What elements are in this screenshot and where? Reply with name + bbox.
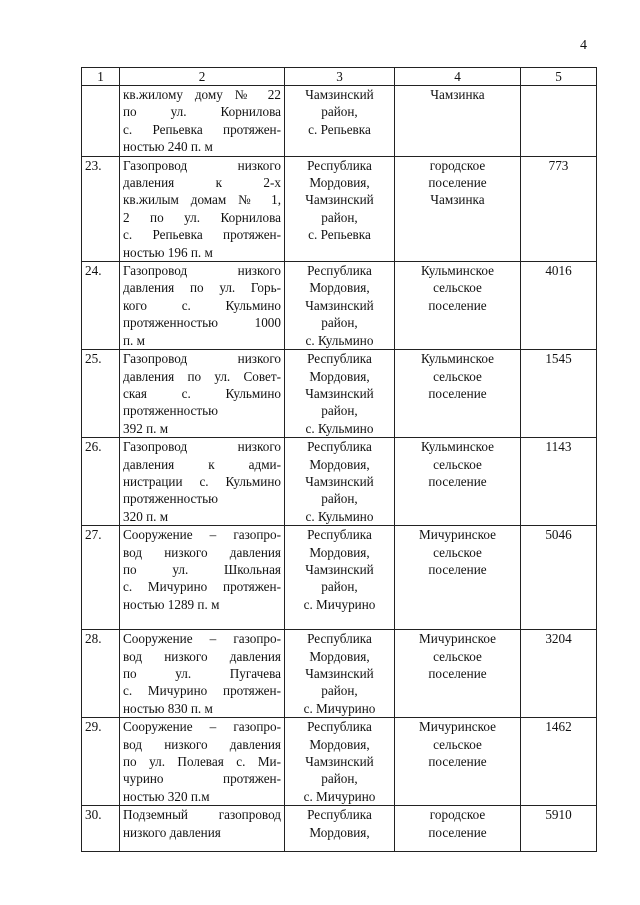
cell-line: район, — [321, 683, 358, 699]
cell-line: давления к адми- — [123, 456, 281, 472]
cell-line: протяженностью — [123, 403, 219, 419]
cell-line: Мичуринское — [419, 527, 496, 543]
row-number: 26. — [82, 438, 120, 526]
cell-line: сельское — [433, 648, 482, 664]
cell-line: с. Репьевка протяжен- — [123, 227, 281, 243]
header-row — [82, 68, 597, 86]
cell-line: Чамзинский — [305, 473, 374, 489]
object-description — [120, 156, 285, 261]
cell-line: Мичуринское — [419, 631, 496, 647]
cell-line: ностью 1289 п. м — [123, 596, 220, 612]
cell-line: по ул. Пугачева — [123, 665, 281, 681]
cell-line: давления к 2-х — [123, 175, 281, 191]
object-owner — [395, 630, 521, 718]
cell-line: 2 по ул. Корнилова — [123, 209, 281, 225]
cell-line: п. м — [123, 332, 145, 348]
object-value: 5046 — [521, 526, 597, 630]
cell-line: ская с. Кульмино — [123, 385, 281, 401]
cell-line: ностью 830 п. м — [123, 700, 213, 716]
cell-line: район, — [321, 771, 358, 787]
cell-line: Газопровод низкого — [123, 157, 281, 173]
object-value: 1545 — [521, 350, 597, 438]
cell-line: Чамзинский — [305, 297, 374, 313]
cell-line: Газопровод низкого — [123, 439, 281, 455]
object-owner — [395, 156, 521, 261]
object-description — [120, 526, 285, 630]
cell-line: городское — [429, 157, 486, 173]
row-number: 24. — [82, 262, 120, 350]
object-value: 773 — [521, 156, 597, 261]
object-description — [120, 262, 285, 350]
cell-line: с. Мичурино — [303, 700, 376, 716]
object-location — [285, 156, 395, 261]
row-number — [82, 86, 120, 157]
row-number: 27. — [82, 526, 120, 630]
cell-line: вод низкого давления — [123, 544, 281, 560]
cell-line: Чамзинский — [305, 561, 374, 577]
cell-line: Республика — [307, 439, 372, 455]
object-location — [285, 806, 395, 852]
object-owner — [395, 438, 521, 526]
object-value: 1143 — [521, 438, 597, 526]
cell-line: поселение — [428, 385, 487, 401]
cell-line: Республика — [307, 263, 372, 279]
cell-line: ностью 196 п. м — [123, 244, 213, 260]
object-owner — [395, 262, 521, 350]
cell-line: кого с. Кульмино — [123, 297, 281, 313]
cell-line: Чамзинский — [305, 754, 374, 769]
object-value: 5910 — [521, 806, 597, 852]
cell-line: низкого давления — [123, 824, 221, 840]
cell-line: Мордовия, — [309, 544, 370, 560]
cell-line: с. Репьевка протяжен- — [123, 121, 281, 137]
cell-line: Республика — [307, 157, 372, 173]
object-location — [285, 438, 395, 526]
object-location — [285, 630, 395, 718]
object-location — [285, 86, 395, 157]
object-location — [285, 718, 395, 806]
cell-line: Сооружение – газопро- — [123, 719, 281, 735]
cell-line: Подземный газопровод — [123, 807, 281, 823]
cell-line: Мичуринское — [419, 719, 496, 735]
cell-line: протяженностью 1000 — [123, 315, 281, 331]
object-owner — [395, 718, 521, 806]
cell-line: городское — [429, 807, 486, 823]
cell-line: Республика — [307, 527, 372, 543]
table-row — [82, 156, 597, 261]
header-cell-2: 2 — [120, 68, 285, 86]
object-description — [120, 718, 285, 806]
cell-line: район, — [321, 491, 358, 507]
cell-line: Чамзинский — [305, 192, 374, 208]
cell-line: поселение — [428, 754, 487, 769]
cell-line: вод низкого давления — [123, 736, 281, 752]
object-location — [285, 262, 395, 350]
object-description — [120, 630, 285, 718]
cell-line: Республика — [307, 631, 372, 647]
cell-line: с. Мичурино протяжен- — [123, 579, 281, 595]
cell-line: район, — [321, 403, 358, 419]
table-row — [82, 438, 597, 526]
row-number: 29. — [82, 718, 120, 806]
table-row — [82, 86, 597, 157]
cell-line: поселение — [428, 824, 487, 840]
row-number: 30. — [82, 806, 120, 852]
object-description — [120, 438, 285, 526]
cell-line: Мордовия, — [309, 368, 370, 384]
header-cell-1: 1 — [82, 68, 120, 86]
object-value: 1462 — [521, 718, 597, 806]
cell-line: район, — [321, 579, 358, 595]
cell-line: сельское — [433, 280, 482, 296]
cell-line: сельское — [433, 368, 482, 384]
cell-line: Мордовия, — [309, 736, 370, 752]
object-value: 4016 — [521, 262, 597, 350]
cell-line: район, — [321, 104, 358, 120]
cell-line: ностью 320 п.м — [123, 788, 210, 804]
cell-line: Сооружение – газопро- — [123, 631, 281, 647]
cell-line: ностью 240 п. м — [123, 139, 213, 155]
cell-line: Газопровод низкого — [123, 351, 281, 367]
row-number: 25. — [82, 350, 120, 438]
cell-line: Республика — [307, 807, 372, 823]
table-row — [82, 806, 597, 852]
table-row — [82, 350, 597, 438]
cell-line: нистрации с. Кульмино — [123, 473, 281, 489]
cell-line: сельское — [433, 544, 482, 560]
table-row — [82, 718, 597, 806]
cell-line: Чамзинский — [305, 87, 374, 102]
table-row — [82, 630, 597, 718]
cell-line: с. Репьевка — [308, 121, 371, 137]
cell-line: с. Кульмино — [305, 332, 374, 348]
cell-line: Мордовия, — [309, 175, 370, 191]
cell-line: поселение — [428, 175, 487, 191]
cell-line: по ул. Корнилова — [123, 104, 281, 120]
cell-line: кв.жилому дому № 22 — [123, 87, 281, 102]
header-cell-5: 5 — [521, 68, 597, 86]
cell-line: Республика — [307, 351, 372, 367]
row-number: 23. — [82, 156, 120, 261]
cell-line: 320 п. м — [123, 508, 169, 524]
cell-line: Чамзинский — [305, 385, 374, 401]
object-value — [521, 86, 597, 157]
cell-line: вод низкого давления — [123, 648, 281, 664]
cell-line: район, — [321, 209, 358, 225]
object-location — [285, 526, 395, 630]
cell-line: сельское — [433, 736, 482, 752]
header-cell-3: 3 — [285, 68, 395, 86]
registry-table — [81, 67, 597, 852]
table-row — [82, 262, 597, 350]
object-owner — [395, 86, 521, 157]
cell-line: с. Кульмино — [305, 508, 374, 524]
row-number: 28. — [82, 630, 120, 718]
cell-line: Мордовия, — [309, 648, 370, 664]
cell-line: с. Репьевка — [308, 227, 371, 243]
cell-line: давления по ул. Горь- — [123, 280, 281, 296]
cell-line: с. Мичурино протяжен- — [123, 683, 281, 699]
cell-line: кв.жилым домам № 1, — [123, 192, 281, 208]
object-value: 3204 — [521, 630, 597, 718]
object-description — [120, 350, 285, 438]
cell-line: 392 п. м — [123, 420, 169, 436]
cell-line: поселение — [428, 297, 487, 313]
object-description — [120, 86, 285, 157]
cell-line: Чамзинка — [430, 87, 485, 102]
object-owner — [395, 526, 521, 630]
cell-line: сельское — [433, 456, 482, 472]
cell-line: Республика — [307, 719, 372, 735]
cell-line: протяженностью — [123, 491, 219, 507]
cell-line: Сооружение – газопро- — [123, 527, 281, 543]
cell-line: чурино протяжен- — [123, 771, 281, 787]
cell-line: Газопровод низкого — [123, 263, 281, 279]
object-owner — [395, 806, 521, 852]
cell-line: с. Кульмино — [305, 420, 374, 436]
cell-line: с. Мичурино — [303, 788, 376, 804]
cell-line: Мордовия, — [309, 280, 370, 296]
object-location — [285, 350, 395, 438]
table-body — [82, 86, 597, 852]
cell-line: поселение — [428, 561, 487, 577]
object-owner — [395, 350, 521, 438]
page-number: 4 — [580, 38, 587, 53]
cell-line: по ул. Школьная — [123, 561, 281, 577]
cell-line: поселение — [428, 665, 487, 681]
header-cell-4: 4 — [395, 68, 521, 86]
cell-line: Кульминское — [420, 263, 495, 279]
cell-line: Кульминское — [420, 351, 495, 367]
cell-line: Чамзинский — [305, 665, 374, 681]
cell-line: поселение — [428, 473, 487, 489]
cell-line: Мордовия, — [309, 456, 370, 472]
cell-line: район, — [321, 315, 358, 331]
table-row — [82, 526, 597, 630]
cell-line: давления по ул. Совет- — [123, 368, 281, 384]
cell-line: Чамзинка — [430, 192, 485, 208]
cell-line: Мордовия, — [309, 824, 370, 840]
object-description — [120, 806, 285, 852]
cell-line: Кульминское — [420, 439, 495, 455]
cell-line: по ул. Полевая с. Ми- — [123, 754, 281, 769]
cell-line: с. Мичурино — [303, 596, 376, 612]
